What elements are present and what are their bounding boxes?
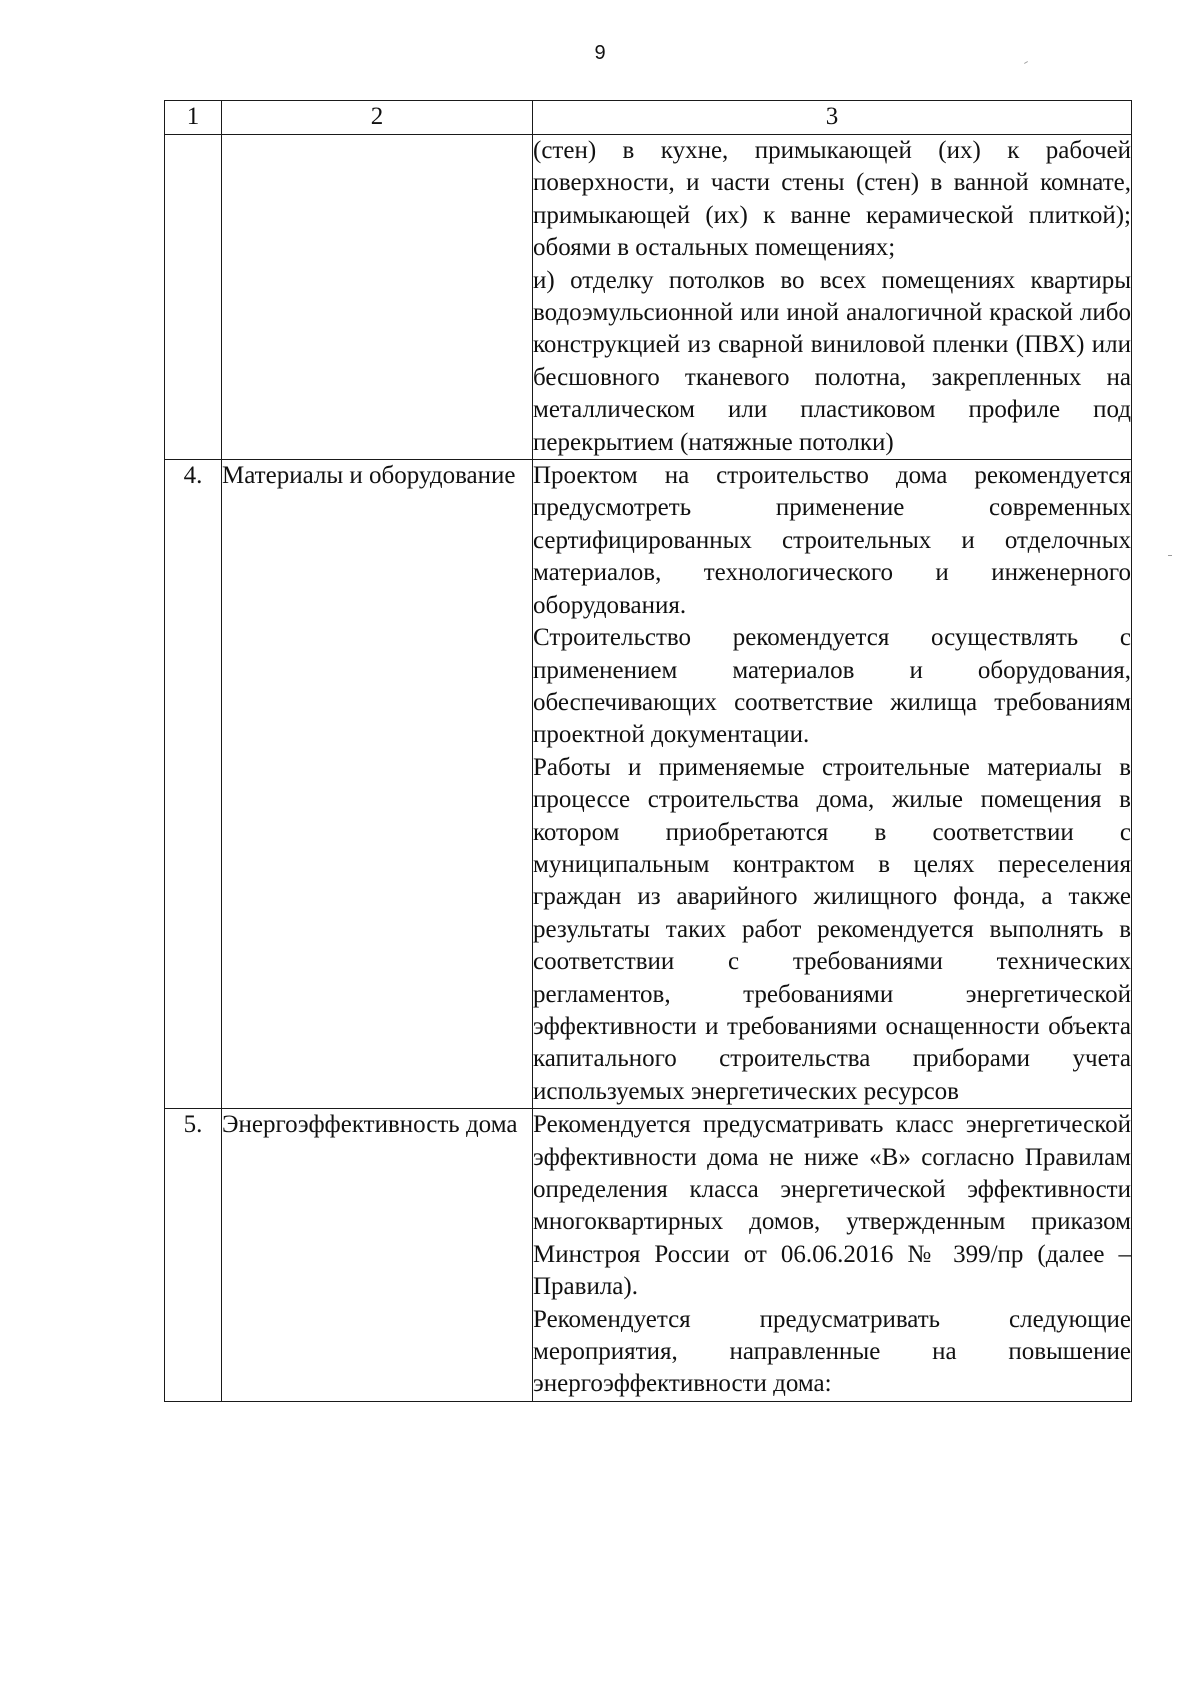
row-description — [533, 1109, 1132, 1402]
table-row — [165, 135, 1132, 460]
row-name — [222, 135, 533, 460]
paragraph: Работы и применяемые строительные материалы в процессе строительства дома, жилые помещения в котором приобретаются в соответствии с муниципальным контрактом в целях переселения граждан из аварийного жилищного фонда, а также результаты таких работ рекомендуется выполнять в соответствии с требованиями технических регламентов, требованиями энергетической эффективности и требованиями оснащенности объекта капитального строительства приборами учета используемых энергетических ресурсов — [533, 753, 1131, 1105]
paragraph: (стен) в кухне, примыкающей (их) к рабочей поверхности, и части стены (стен) в ванной комнате, примыкающей (их) к ванне керамической плиткой); обоями в остальных помещениях; — [533, 137, 1131, 262]
column-header-3: 3 — [533, 101, 1132, 135]
row-number — [165, 135, 222, 460]
requirements-table — [164, 100, 1132, 1402]
paragraph: Проектом на строительство дома рекомендуется предусмотреть применение современных сертифицированных строительных и отделочных материалов, технологического и инженерного оборудования. — [533, 462, 1131, 619]
paragraph: Рекомендуется предусматривать класс энергетической эффективности дома не ниже «В» согласно Правилам определения класса энергетической эффективности многоквартирных домов, утвержденным приказом Минстроя России от 06.06.2016 № 399/пр (далее – Правила). — [533, 1111, 1131, 1301]
page-number: 9 — [594, 42, 606, 64]
row-description — [533, 135, 1132, 460]
row-description — [533, 460, 1132, 1109]
row-number: 4. — [165, 460, 222, 1109]
table-header-row — [165, 101, 1132, 135]
paragraph: Рекомендуется предусматривать следующие мероприятия, направленные на повышение энергоэффективности дома: — [533, 1305, 1131, 1398]
column-header-1: 1 — [165, 101, 222, 135]
table-row — [165, 460, 1132, 1109]
row-number: 5. — [165, 1109, 222, 1402]
row-name: Материалы и оборудование — [222, 460, 533, 1109]
paragraph: Строительство рекомендуется осуществлять с применением материалов и оборудования, обеспечивающих соответствие жилища требованиям проектной документации. — [533, 624, 1131, 749]
column-header-2: 2 — [222, 101, 533, 135]
table-row — [165, 1109, 1132, 1402]
scan-speck — [1168, 555, 1172, 556]
paragraph: и) отделку потолков во всех помещениях квартиры водоэмульсионной или иной аналогичной краской либо конструкцией из сварной виниловой пленки (ПВХ) или бесшовного тканевого полотна, закрепленных на металлическом или пластиковом профиле под перекрытием (натяжные потолки) — [533, 266, 1131, 456]
row-name: Энергоэффективность дома — [222, 1109, 533, 1402]
